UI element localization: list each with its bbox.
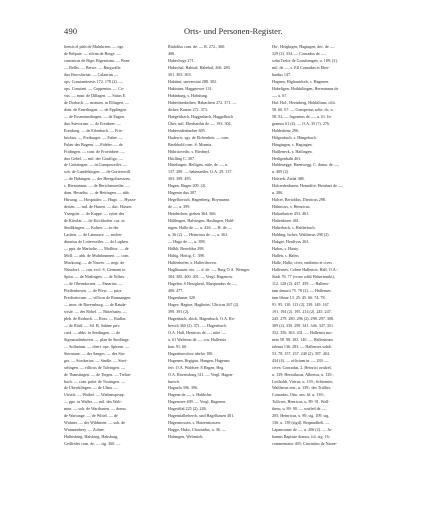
- index-line: Wunmenbery. — Zolner.: [64, 427, 105, 433]
- index-line: — ppa. de Marholte. — Mollitor. — de: [64, 246, 129, 252]
- index-line: Haldeuegge, Haenwegg, C. dama. de —,: [272, 162, 339, 168]
- index-line: Haegelsbach, Haggnsbach, Haggelbach: [168, 113, 233, 119]
- page-number: 490: [64, 26, 78, 36]
- index-line: card. — abbs. in Seedingen. — de: [64, 329, 121, 335]
- index-line: Rüdolfus com. de, — R. 272., 360.: [168, 44, 226, 49]
- index-line: 205; Heinricus, u. 89, sig. 109, sig.: [272, 413, 330, 419]
- index-line: dinarius de Lotterweiler. — de Luphen.: [64, 239, 129, 245]
- index-line: Hal. Hol., Hezinberg, Hohkilinus, cilit.: [272, 99, 336, 105]
- index-line: mil. de —, s. Ell Conradus et Eber-: [272, 64, 330, 70]
- index-line: 309 (2). 339. 299. 341. 346. 347. 351.: [272, 322, 335, 328]
- index-line: Utruck. — Waibel. — Waibenspruqr.: [64, 392, 125, 398]
- index-line: Waltherus sen., u. 139.; des Trüllier,: [272, 385, 332, 391]
- index-line: Halle, Hallo; civer, enithetm et cives: [272, 260, 332, 266]
- index-line: 301. 303. 303.: [168, 71, 192, 77]
- index-line: Hagetiffal 225 (2). 226.: [168, 406, 207, 412]
- index-line: Haberstdenbacher 605.: [168, 127, 206, 133]
- index-line: Haglhausen, nis. — d. de. —, Burg O.A. Weinger.: [168, 267, 251, 272]
- index-line: wisle. — des Röbel. — Ritterhaim. —: [64, 308, 127, 314]
- index-line: — de Esseminoilingen. — de Engen.: [64, 113, 125, 119]
- index-line: 136. u. 139 (sigil). Reqmudheli. —: [272, 420, 330, 426]
- index-line: Fuber des Bagens. — Fideler. — de: [64, 141, 123, 147]
- index-line: Möll. — abb. de Mulnbrunnen. — com.: [64, 253, 130, 259]
- index-line: Häclling C. 307.: [168, 155, 196, 161]
- index-line: Muckonig. — de Nawes. — negr. de: [64, 260, 125, 266]
- index-line: Hägenstossen, s. Hatzenstossen.: [168, 420, 221, 426]
- index-line: Hagelen, S Herzgkenl, Marquardus de —,: [168, 280, 237, 286]
- index-line: 191. 194 (2). 195. 214 (2). 245. 247.: [272, 308, 332, 314]
- index-columns: [64, 44, 376, 484]
- index-line: Pfaffenhoven. — de Pfeyt. — prior: [64, 287, 122, 293]
- index-line: Conradus, Otto, sen. fil. u. 139.;: [272, 392, 325, 398]
- index-line: Sigmaradinhoven. — plan de Sindlinge.: [64, 336, 130, 342]
- index-line: Halcerdenburen, Henndfre, Heinhart de —,: [272, 183, 344, 189]
- index-line: u. 139; Hermilusus, Albertus, u. 129.;: [272, 371, 334, 377]
- index-line: Hältlingen, Halvingen, Haslingen, Hahl-: [168, 218, 235, 224]
- index-line: fert. O.A. Waldsee; 8 Hagen, Heg.: [168, 364, 225, 370]
- index-line: gramus 61 (4). — O.A. 35 (?). 276.: [272, 120, 330, 126]
- index-line: Hagnela 396. 396.: [168, 385, 199, 391]
- index-column-right: [272, 44, 372, 484]
- index-line: dux Gebel. — mil. der Gouffigo. —: [64, 155, 123, 161]
- index-line: selingen. — villicus de Talvingen. —: [64, 364, 126, 370]
- index-line: Habechal, Habital, Habebal, 266. 280.: [168, 64, 231, 70]
- index-line: Häugingen, s. Hagingen.: [272, 141, 313, 147]
- index-line: s. Hermannus. — de Herichenweiler. —: [64, 183, 130, 189]
- index-line: de —, u. 399.: [168, 204, 191, 210]
- index-line: neta 58. 98. 103. 140. — Hallenaium: [272, 336, 333, 342]
- index-line: Habinburg, s. Habsburg.: [168, 92, 208, 98]
- index-line: ium librae 13. 25. 45. 66. 74. 78.: [272, 294, 326, 300]
- index-line: Hagenhaner 320.: [168, 294, 196, 300]
- index-line: de Thanstingen. — de Tiegen. — Trelan-: [64, 371, 132, 377]
- index-line: Halcer, Bertoldus, Dietricus 298.: [272, 197, 326, 203]
- index-line: u. 61 Walterus de —, cru. Hallensis: [168, 336, 227, 342]
- index-line: Ysengrin. — de Kappe. — rytter des: [64, 211, 125, 217]
- index-line: Haltenborer 461.: [272, 218, 300, 224]
- index-line: Habixinn, Haggnower 131.: [168, 85, 213, 91]
- index-line: — de Rüttl. — Sil. B. Sabine priv.: [64, 322, 121, 328]
- index-line: —, u. 67.: [272, 92, 288, 98]
- index-line: 434 (4). — officium in —, 239. —: [272, 357, 329, 363]
- index-line: Stadt 76. 77 (vrom wähl Hebertrunkt),: [272, 273, 335, 279]
- index-line: Hagenbroschov nbelor 180.: [168, 350, 214, 356]
- index-line: de Dorbach. — monum. in Ellingen. —: [64, 99, 129, 105]
- index-line: Hallenses; Colrne Hallensis; Hall, O.A.-: [272, 267, 339, 272]
- index-line: Hendrichen, giehen 364. 366.: [168, 211, 217, 217]
- index-column-middle: [168, 44, 268, 484]
- index-line: Halfenhofen, s. Halferthoven.: [168, 260, 217, 266]
- index-line: — Bellis. — Betwe. — Burgwälle.: [64, 64, 122, 70]
- index-line: Habechvge 271.: [168, 57, 195, 63]
- index-line: bach. — com. palat. de Twaingen. —: [64, 378, 126, 384]
- index-line: Hohmgen, Welrmioh.: [168, 434, 204, 440]
- index-line: sohn Trelor de Grasdomgen, u. 189; (2).: [272, 57, 338, 63]
- index-line: 352. 356. 363. 431. — Hallensis mo-: [272, 329, 333, 335]
- index-line: 91. 95. 110. 113 (2). 139. 149. 167.: [272, 301, 330, 307]
- index-line: 329 (2). 334. — Conradus de —,: [272, 50, 327, 56]
- index-line: Hälnricus, s. Heinricus.: [272, 204, 311, 210]
- index-line: 400.: [168, 50, 176, 56]
- index-line: 245. 279. 280. 296 (2). 298. 297. 308.: [272, 315, 335, 321]
- index-line: vus. — mun. de Dillagen. — Sitius E.: [64, 92, 127, 98]
- index-line: Hagenstalbeherch, und Hagelbauen 401.: [168, 413, 235, 419]
- index-line: Lapanconne de —, u. 206 (2). — Jo-: [272, 427, 333, 433]
- index-line: — de Habingen. — der Herzgoltzessom.: [64, 176, 131, 182]
- page-header: [64, 26, 374, 38]
- index-line: Hälgenbach, s. Hängebach.: [272, 134, 317, 140]
- index-line: ops. Constantiensis 172. 178 (2). —: [64, 78, 123, 84]
- index-line: Haggo, Hako, Chuoradus, u. 36. —: [168, 427, 226, 433]
- index-line: Habus, s. Hauty.: [272, 246, 299, 252]
- index-line: Hagev, Hagine, Haglintes, Ultricus 267 (2).: [168, 301, 240, 307]
- index-line: Halding, Ischer, Waltherus 298 (2).: [272, 232, 330, 238]
- index-line: Berthhold com. S. Moneia.: [168, 141, 213, 147]
- index-line: theru, u. 89. 90. — scutled de —,: [272, 406, 327, 412]
- index-line: Nüssdorf. — can. eccl. S. Germani in: [64, 267, 126, 272]
- index-line: canonicus de Bige, Bigensium. — Bone: [64, 57, 130, 63]
- index-line: 390. 391 (2).: [168, 308, 190, 314]
- index-line: soh. de Gundelsingen. — de Gurterewill.: [64, 169, 132, 175]
- index-line: Wuhner. — der Wildtmen. — soh. de: [64, 420, 126, 426]
- index-line: 112. 128 (2). 437. 459. — Hallens-: [272, 280, 330, 286]
- index-line: dux Suevorum. — de Ereubeer. —: [64, 120, 121, 126]
- index-line: dom. de Emerlingen. — de Epplingen.: [64, 106, 128, 112]
- index-line: Habeligen, Hoihkilingen, Hermannus de: [272, 85, 339, 91]
- index-line: — de Oberndorsen. — Panarius. —: [64, 280, 123, 286]
- index-line: Erenburg. — de Erlenbach. — Frie-: [64, 127, 123, 133]
- index-line: de Kitvilar. — de Kirchhofen. cas. in: [64, 218, 125, 224]
- index-line: dom. Hesselin. — de Hettingen. — abb.: [64, 190, 130, 196]
- index-line: Hailleneck, s. Hailingen.: [272, 148, 313, 154]
- index-line: Über, mil. Eberhardus de —, 193. 304.: [168, 120, 232, 126]
- index-line: O.A. Ravensburg 311. — Vergl. Hagen-: [168, 371, 234, 377]
- index-line: Lachen. — de Laimowe. — molen-: [64, 232, 123, 238]
- index-line: 53. 78. 157. 237. 240 (2). 397. 404.: [272, 350, 330, 356]
- index-line: Hirsaug. — Hospitaler. — Hugo. — Hyzza-: [64, 197, 137, 203]
- index-line: Hadewic, sgs. de Elchenbeir. — com.: [168, 134, 230, 140]
- index-line: — ppe. in Waller. — mil. des Wali-: [64, 399, 122, 405]
- index-line: Halcerb, Zielat 386.: [272, 176, 305, 182]
- index-line: Halderhenz 296.: [272, 127, 300, 133]
- index-line: Sindlkingen. — Kolner. — in der: [64, 225, 119, 231]
- index-line: de Uberrklingen. — de Ulma. —: [64, 385, 119, 391]
- index-line: brichus. — Freiburger. — Fuber. —: [64, 134, 123, 140]
- index-line: hannis Baptiste domus, fol. sig. 16;: [272, 434, 330, 440]
- index-line: Hagenbach, zbich, Hagenbuch, O.A. Ro-: [168, 315, 236, 321]
- index-line: Tullvres, Henricus, u. 89. 91. Wall-: [272, 399, 330, 405]
- index-line: Leitholdt, Virtrus, u. 139.; Schiemier,: [272, 378, 334, 384]
- index-line: mon. — soh. de Wartharten. — domu.: [64, 406, 127, 412]
- index-line: dux Brocslaviae. — Calaurias —: [64, 71, 119, 77]
- index-line: ops. Constant. — Coppenius. — Co-: [64, 85, 125, 91]
- index-line: Hältig, Hottig, C. 398.: [168, 253, 205, 259]
- index-line: ium denarii 75. 78 (2). — Hallenses: [272, 287, 331, 293]
- index-line: Fridingen. — com. de Froeinbeer. —: [64, 148, 125, 154]
- index-line: Predicatorum. — villicus de Ramsangen.: [64, 294, 132, 300]
- index-line: Heiligenbaht 461.: [272, 155, 302, 161]
- index-line: Habechtenboben, Habachten 272. 371. —: [168, 99, 237, 105]
- index-line: desten. — mil. de Hunen. — duc. Husser.: [64, 204, 133, 210]
- index-line: Haltaribeirer 453. 461.: [272, 211, 310, 217]
- index-line: de Grötzingen. — in Gumpoweiler. —: [64, 162, 128, 168]
- index-line: O.A. Hall, Henricus de —, nitte —.: [168, 329, 227, 335]
- index-line: de Belpuie. — silvan de Borge. —: [64, 50, 121, 56]
- index-line: cives: Conradus, 2. Heinrici avulzel,: [272, 364, 332, 370]
- index-line: Hakget, Hordiyus 263.: [272, 239, 310, 245]
- index-line: 58. 66. 67. — Gumpertus solte, dc, u.: [272, 106, 334, 112]
- index-line: u. 409 (2).: [272, 169, 290, 175]
- index-line: 406. 477.: [168, 287, 184, 293]
- index-line: hardus 147.: [272, 71, 292, 77]
- index-line: 137. 299. — habenaeiler. O.A. 29. 137.: [168, 169, 233, 175]
- index-line: Habitint, universitat 288. 302.: [168, 78, 218, 84]
- index-line: pleb. de Rorbach. — Ross. — Rudlas.: [64, 315, 127, 321]
- index-line: Hagene de —, s. Habbchn.: [168, 392, 212, 398]
- index-line: Hulhtsbürg, Halsburg, Habsburg,: [64, 434, 119, 440]
- index-line: Spira. — de Nüslingen. — de Nöbes.: [64, 273, 126, 279]
- index-line: ger. — Stockerius. — Sindle. — Strei-: [64, 357, 128, 363]
- index-line: Hagenowe 409. — Vergl. Hagenen.: [168, 399, 227, 405]
- index-line: Hägenin dux 307.: [168, 190, 198, 196]
- index-line: — Hugo de —, u. 398.: [168, 239, 206, 245]
- index-line: Hagenen, Hrgiguu, Hangen, Hagenau: [168, 357, 230, 363]
- index-line: Halterbach, s. Halderbach.: [272, 225, 316, 231]
- index-line: Sterntune. — der Sanges. — des Stu-: [64, 350, 126, 356]
- index-line: u. 36 (2). — Heinricus de —, u. 361.: [168, 232, 229, 238]
- index-line: commentator 405; Cincintius de Narne-: [272, 441, 338, 447]
- index-line: 58. 52. — Ingramus de —, u. 61. In-: [272, 113, 332, 119]
- index-line: 303. 399. 495.: [168, 176, 192, 182]
- index-line: Hitbritoveilir, s. Riedmyl.: [168, 148, 211, 154]
- index-line: bersch 360 (2). 371. — Hagenbuch.: [168, 322, 227, 328]
- index-line: Hallen, s. Halen.: [272, 253, 300, 259]
- index-line: ingen, Hallo de —, u. 426. — H. de —: [168, 225, 232, 231]
- index-line: Hagen, Hagen 209. (2).: [168, 183, 207, 189]
- index-line: u. 286.: [272, 190, 284, 196]
- index-line: Häselingen, Heiligen, nitte, de —, u.: [168, 162, 229, 168]
- index-line: dicker. Kasten 272. 373.: [168, 106, 208, 112]
- index-line: talenta 136. 283. — Hallenses solidi: [272, 343, 332, 349]
- index-line: — mon. de Ravensburg. — de Rauda-: [64, 301, 127, 307]
- index-line: — Sollarium. — obert. ope. Spirens. —: [64, 343, 130, 349]
- running-title: Orts- und Personen-Register.: [184, 26, 283, 36]
- index-line: Ha-, Heiglngen, Hagingen, dec. de —.: [272, 44, 335, 49]
- index-line: Gedfrides com. de, — sig. 360. —: [64, 441, 121, 447]
- index-column-left: [64, 44, 164, 484]
- index-line: Hagnen, Highauirlorb, s. Hagenen.: [272, 78, 330, 84]
- index-line: Hegelhovach, Hagenberg, Hoymanns: [168, 197, 230, 203]
- index-line: 384. 385. 400. 401. — Vergl. Hagenow.: [168, 273, 234, 279]
- index-line: han. 91. 60.: [168, 343, 188, 349]
- index-line: bursch.: [168, 378, 180, 384]
- index-line: Hälbli, Bertoldus 298.: [168, 246, 205, 252]
- index-line: de Wartunge. — de Wittel. — de: [64, 413, 118, 419]
- index-line: liensis el plab de Mulnbreen. — ngr.: [64, 44, 124, 49]
